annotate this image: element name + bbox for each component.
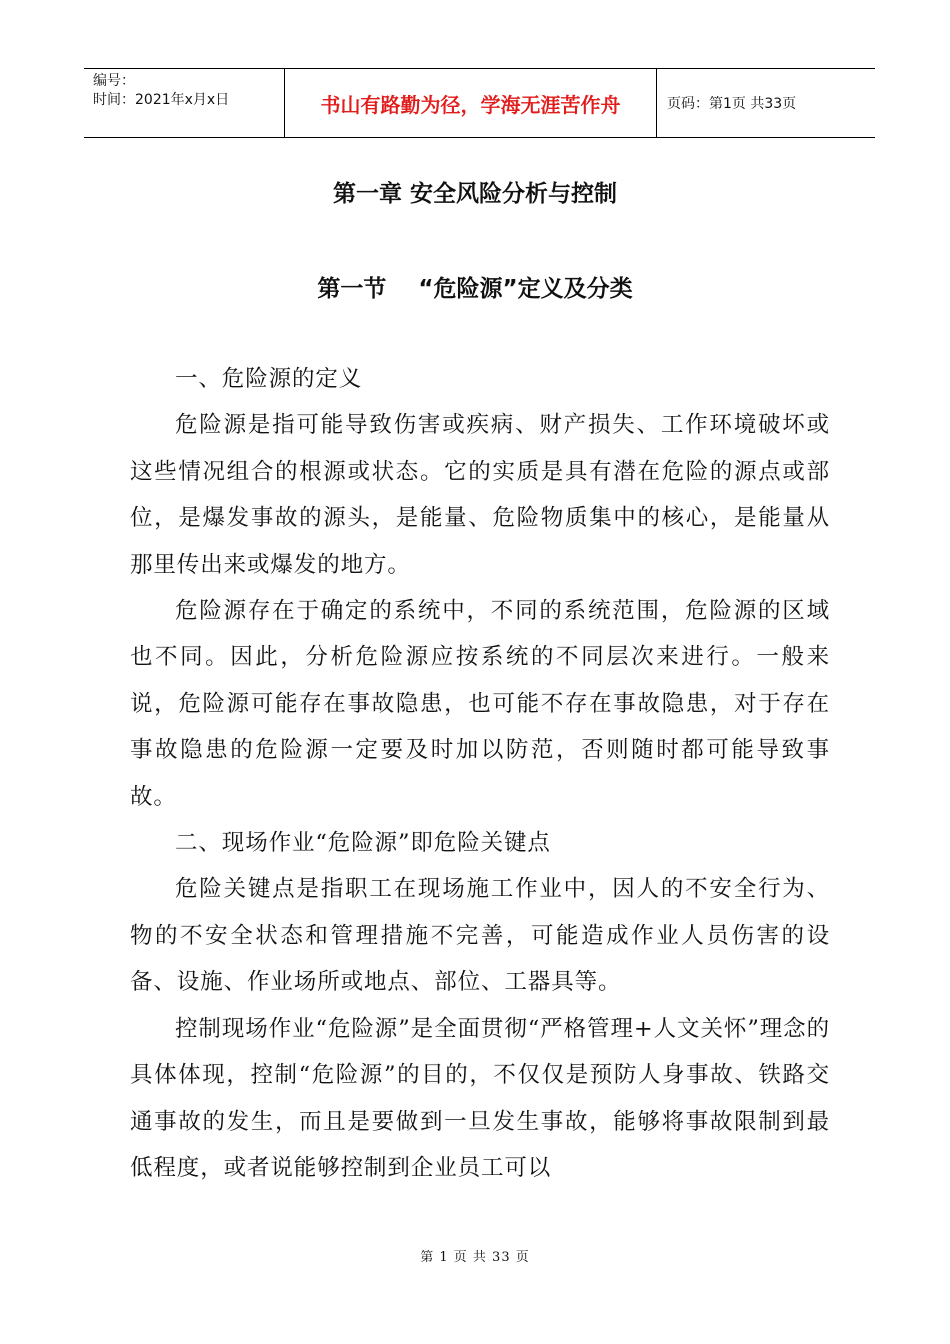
- header-page-info: 页码：第1页 共33页: [667, 96, 797, 112]
- paragraph: 控制现场作业“危险源”是全面贯彻“严格管理+人文关怀”理念的具体体现，控制“危险源”的目的，不仅仅是预防人身事故、铁路交通事故的发生，而且是要做到一旦发生事故，能够将事故限制到最低程度，或者说能够控制到企业员工可以: [130, 1015, 830, 1181]
- paragraph: 危险源是指可能导致伤害或疾病、财产损失、工作环境破坏或这些情况组合的根源或状态。它的实质是具有潜在危险的源点或部位，是爆发事故的源头，是能量、危险物质集中的核心，是能量从那里传出来或爆发的地方。: [130, 412, 830, 578]
- heading-definition: 一、危险源的定义: [175, 366, 363, 392]
- header-motto: 书山有路勤为径，学海无涯苦作舟: [285, 69, 657, 137]
- chapter-title: 第一章 安全风险分析与控制: [332, 181, 617, 207]
- document-time: 时间：2021年x月x日: [93, 92, 230, 108]
- paragraph: 危险源存在于确定的系统中，不同的系统范围，危险源的区域也不同。因此，分析危险源应按系统的不同层次来进行。一般来说，危险源可能存在事故隐患，也可能不存在事故隐患，对于存在事故隐患的危险源一定要及时加以防范，否则随时都可能导致事故。: [130, 598, 830, 810]
- page-header: [84, 68, 875, 138]
- header-meta: [84, 69, 285, 137]
- page-footer: 第 1 页 共 33 页: [420, 1250, 530, 1265]
- document-body: [130, 356, 830, 1191]
- heading-key-points: 二、现场作业“危险源”即危险关键点: [175, 830, 551, 857]
- document-number: 编号：: [93, 73, 135, 89]
- paragraph: 危险关键点是指职工在现场施工作业中，因人的不安全行为、物的不安全状态和管理措施不完善，可能造成作业人员伤害的设备、设施、作业场所或地点、部位、工器具等。: [130, 876, 830, 996]
- section-title: 第一节 “危险源”定义及分类: [317, 276, 633, 302]
